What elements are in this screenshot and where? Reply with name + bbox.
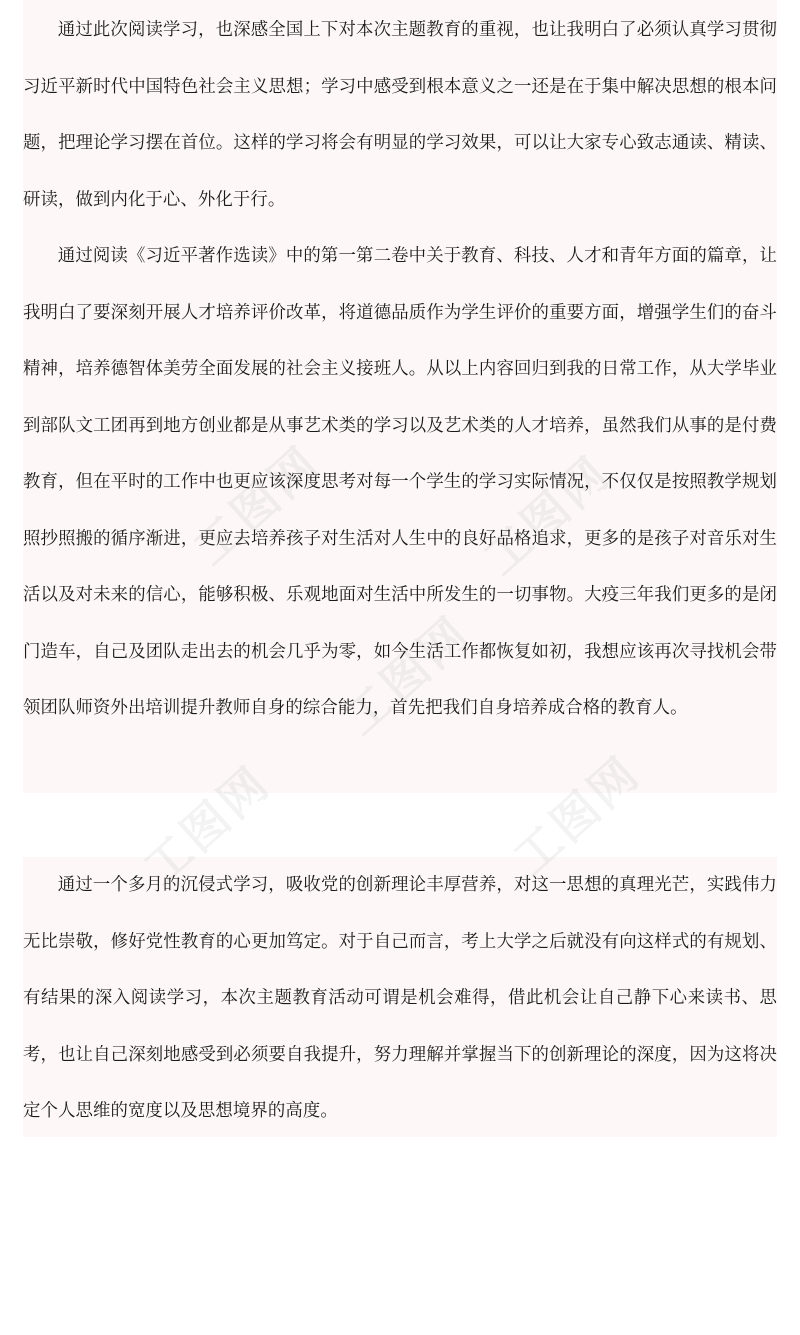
text-card-2 <box>23 857 777 1137</box>
paragraph-1: 通过此次阅读学习，也深感全国上下对本次主题教育的重视，也让我明白了必须认真学习贯彻习近平新时代中国特色社会主义思想；学习中感受到根本意义之一还是在于集中解决思想的根本问题，把理论学习摆在首位。这样的学习将会有明显的学习效果，可以让大家专心致志通读、精读、研读，做到内化于心、外化于行。 <box>23 20 777 210</box>
watermark: 工图网 <box>133 754 281 896</box>
paragraph-3: 通过一个多月的沉侵式学习，吸收党的创新理论丰厚营养，对这一思想的真理光芒，实践伟力无比崇敬，修好党性教育的心更加笃定。对于自己而言，考上大学之后就没有向这样式的有规划、有结果的深入阅读学习，本次主题教育活动可谓是机会难得，借此机会让自己静下心来读书、思考，也让自己深刻地感受到必须要自我提升，努力理解并掌握当下的创新理论的深度，因为这将决定个人思维的宽度以及思想境界的高度。 <box>23 875 777 1121</box>
watermark: 工图网 <box>503 744 651 886</box>
text-card-1 <box>23 0 777 793</box>
paragraph-2: 通过阅读《习近平著作选读》中的第一第二卷中关于教育、科技、人才和青年方面的篇章，让我明白了要深刻开展人才培养评价改革，将道德品质作为学生评价的重要方面，增强学生们的奋斗精神，培养德智体美劳全面发展的社会主义接班人。从以上内容回归到我的日常工作，从大学毕业到部队文工团再到地方创业都是从事艺术类的学习以及艺术类的人才培养，虽然我们从事的是付费教育，但在平时的工作中也更应该深度思考对每一个学生的学习实际情况，不仅仅是按照教学规划照抄照搬的循序渐进，更应去培养孩子对生活对人生中的良好品格追求，更多的是孩子对音乐对生活以及对未来的信心，能够积极、乐观地面对生活中所发生的一切事物。大疫三年我们更多的是闭门造车，自己及团队走出去的机会几乎为零，如今生活工作都恢复如初，我想应该再次寻找机会带领团队师资外出培训提升教师自身的综合能力，首先把我们自身培养成合格的教育人。 <box>23 246 777 718</box>
